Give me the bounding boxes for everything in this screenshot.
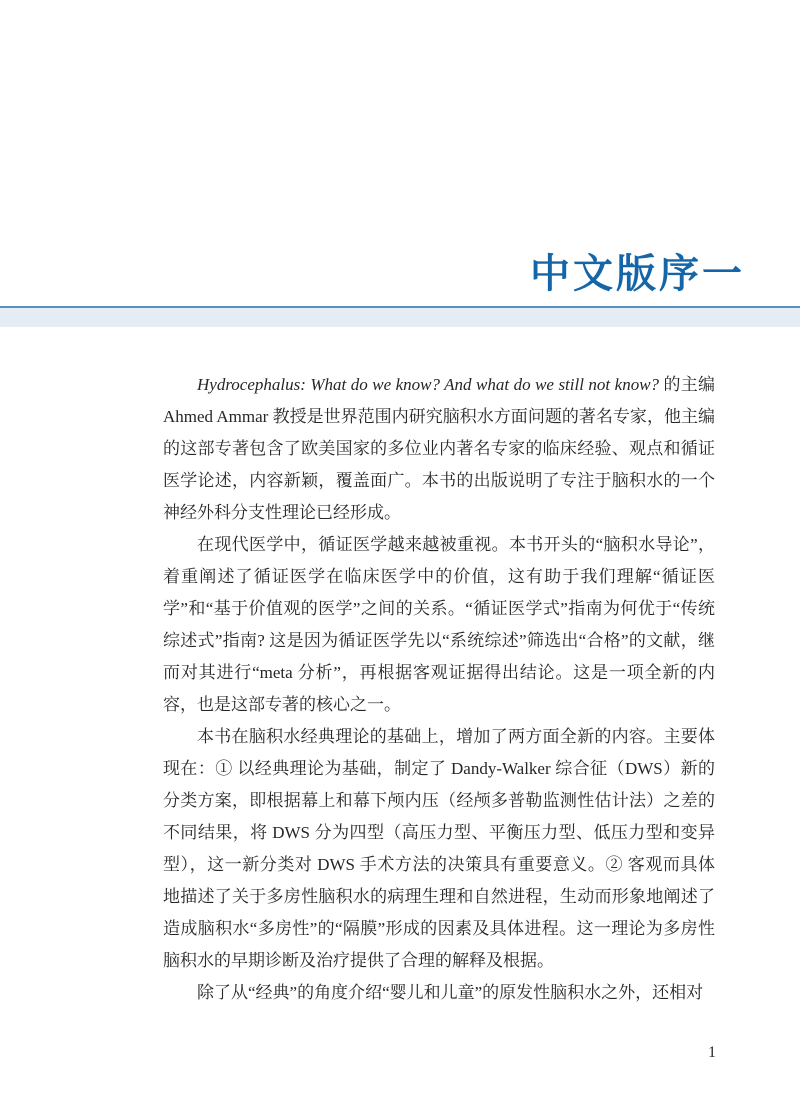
paragraph-3: 本书在脑积水经典理论的基础上，增加了两方面全新的内容。主要体现在：① 以经典理论为基础，制定了 Dandy-Walker 综合征（DWS）新的分类方案，即根据幕上和幕下颅内压（经颅多普勒监测性估计法）之差的不同结果，将 DWS 分为四型（高压力型、平衡压力型、低压力型和变异型），这一新分类对 DWS 手术方法的决策具有重要意义。② 客观而具体地描述了关于多房性脑积水的病理生理和自然进程，生动而形象地阐述了造成脑积水“多房性”的“隔膜”形成的因素及具体进程。这一理论为多房性脑积水的早期诊断及治疗提供了合理的解释及根据。 xyxy=(163,727,715,970)
paragraph-1 xyxy=(163,369,715,529)
paragraph-4: 除了从“经典”的角度介绍“婴儿和儿童”的原发性脑积水之外，还相对 xyxy=(197,983,704,1002)
title-highlight-band xyxy=(0,308,800,327)
body-text xyxy=(163,369,715,1009)
chapter-title: 中文版序一 xyxy=(530,251,745,296)
paragraph-2: 在现代医学中，循证医学越来越被重视。本书开头的“脑积水导论”，着重阐述了循证医学在临床医学中的价值，这有助于我们理解“循证医学”和“基于价值观的医学”之间的关系。“循证医学式”指南为何优于“传统综述式”指南? 这是因为循证医学先以“系统综述”筛选出“合格”的文献，继而对其进行“meta 分析”，再根据客观证据得出结论。这是一项全新的内容，也是这部专著的核心之一。 xyxy=(163,535,715,714)
paragraph-1-text: 的主编 Ahmed Ammar 教授是世界范围内研究脑积水方面问题的著名专家，他主编的这部专著包含了欧美国家的多位业内著名专家的临床经验、观点和循证医学论述，内容新颖，覆盖面广。本书的出版说明了专注于脑积水的一个神经外科分支性理论已经形成。 xyxy=(163,375,715,522)
page-number: 1 xyxy=(708,1044,716,1061)
english-book-title: Hydrocephalus: What do we know? And what do we still not know? xyxy=(197,375,660,394)
